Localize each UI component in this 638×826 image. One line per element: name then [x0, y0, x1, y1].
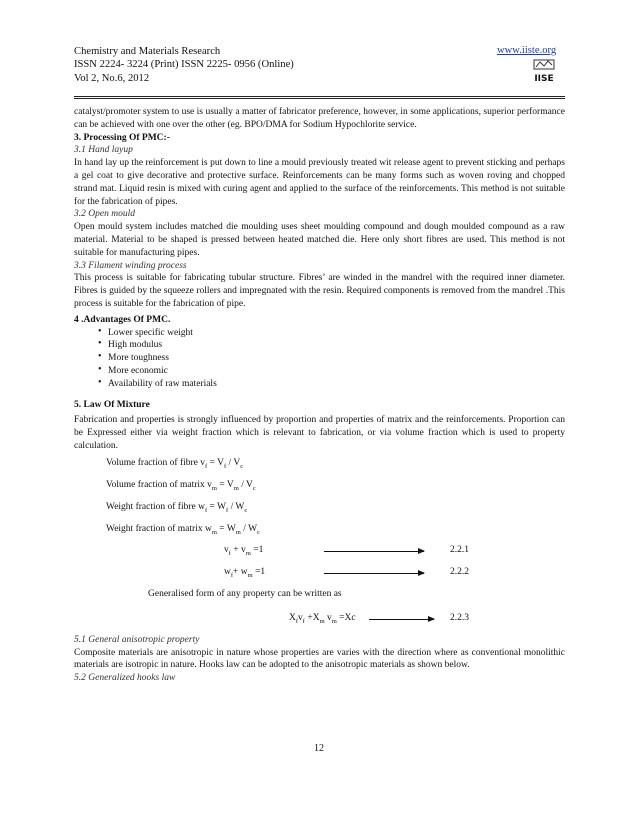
section-3-3-heading: 3.3 Filament winding process [74, 260, 187, 271]
logo-text: IISE [534, 74, 554, 84]
equation-number: 2.2.2 [450, 566, 469, 577]
section-3-1-heading: 3.1 Hand layup [74, 145, 133, 156]
list-item: • High modulus [98, 339, 565, 352]
section-5-1-text: Composite materials are anisotropic in nature whose properties are varies with the direction where as conventional monolithic materials are isotropic in nature. Hooks law can be adopted to the anisotropic materials as shown below. [74, 647, 565, 671]
definition-weight-fibre: Weight fraction of fibre $w_f = W_f / W_c$ [106, 501, 248, 514]
article-body [74, 106, 565, 685]
volume-line: Vol 2, No.6, 2012 [74, 72, 150, 84]
section-5-heading: 5. Law Of Mixture [74, 399, 150, 410]
section-4-heading: 4 .Advantages Of PMC. [74, 314, 171, 325]
list-item: • Lower specific weight [98, 327, 565, 340]
list-item: • More economic [98, 365, 565, 378]
equation-expression: $w_f+ w_m =1$ [224, 566, 266, 579]
section-3-heading: 3. Processing Of PMC:- [74, 132, 170, 143]
journal-header [74, 45, 294, 85]
arrow-icon [324, 551, 424, 552]
header-rule [74, 96, 565, 97]
equation-number: 2.2.3 [450, 612, 469, 623]
header-rule-2 [74, 98, 565, 99]
arrow-icon [324, 573, 424, 574]
iiste-logo-icon [532, 59, 556, 85]
intro-paragraph: catalyst/promoter system to use is usually a matter of fabricator preference, however, in some applications, superior performance can be achieved with one over the other (eg. BPO/DMA for Sodium Hypochlorite service. [74, 107, 565, 130]
section-5-2-heading: 5.2 Generalized hooks law [74, 673, 176, 684]
advantages-list [74, 327, 565, 391]
equation-number: 2.2.1 [450, 544, 469, 555]
equation-2-2-3 [74, 612, 565, 634]
section-5-text: Fabrication and properties is strongly influenced by proportion and properties of matrix and the reinforcements. Proportion can be Expressed either via weight fraction which is relevant to fabrication, or via volume fraction which is used to property calculation. [74, 415, 565, 451]
equation-2-2-1 [74, 544, 565, 566]
equation-expression: $v_f + v_m =1$ [224, 544, 264, 557]
page-number: 12 [314, 743, 324, 754]
list-item: • Availability of raw materials [98, 378, 565, 391]
journal-url-link[interactable]: www.iiste.org [497, 45, 557, 56]
arrow-icon [369, 619, 434, 620]
definition-weight-matrix: Weight fraction of matrix $w_m = W_m / W_c$ [106, 523, 260, 536]
fraction-definitions [74, 456, 565, 544]
list-item: • More toughness [98, 352, 565, 365]
definition-volume-matrix: Volume fraction of matrix $v_m = V_m / V_c$ [106, 479, 256, 492]
generalised-form-text: Generalised form of any property can be written as [148, 588, 342, 599]
equation-expression: $X_fv_f +X_m$ $v_m =Xc$ [289, 612, 356, 625]
section-3-2-text: Open mould system includes matched die moulding uses sheet moulding compound and dough moulded compound as a raw material. Material to be shaped is pressed between heated matched die. Here only short fibres are used. This method is not suitable for manufacturing pipes. [74, 222, 565, 258]
section-3-1-text: In hand lay up the reinforcement is put down to line a mould previously treated wit release agent to prevent sticking and perhaps a gel coat to give decorative and protective surface. Reinforcements can be many forms such as woven roving and chopped strand mat. Liquid resin is mixed with curing agent and applied to the surface of the reinforcements. This method is not suitable for the fabrication of pipes. [74, 158, 565, 207]
section-3-3-text: This process is suitable for fabricating tubular structure. Fibres’ are winded in the mandrel with the required inner diameter. Fibres is guided by the squeeze rollers and impregnated with the resin. Required components is removed from the mandrel .This process is suitable for the fabrication of pipe. [74, 273, 565, 309]
definition-volume-fibre: Volume fraction of fibre $v_f = V_f / V_c$ [106, 457, 244, 470]
section-5-1-heading: 5.1 General anisotropic property [74, 634, 200, 645]
issn-line: ISSN 2224- 3224 (Print) ISSN 2225- 0956 (Online) [74, 59, 294, 71]
equation-2-2-2 [74, 566, 565, 588]
section-3-2-heading: 3.2 Open mould [74, 209, 135, 220]
journal-title: Chemistry and Materials Research [74, 46, 221, 57]
